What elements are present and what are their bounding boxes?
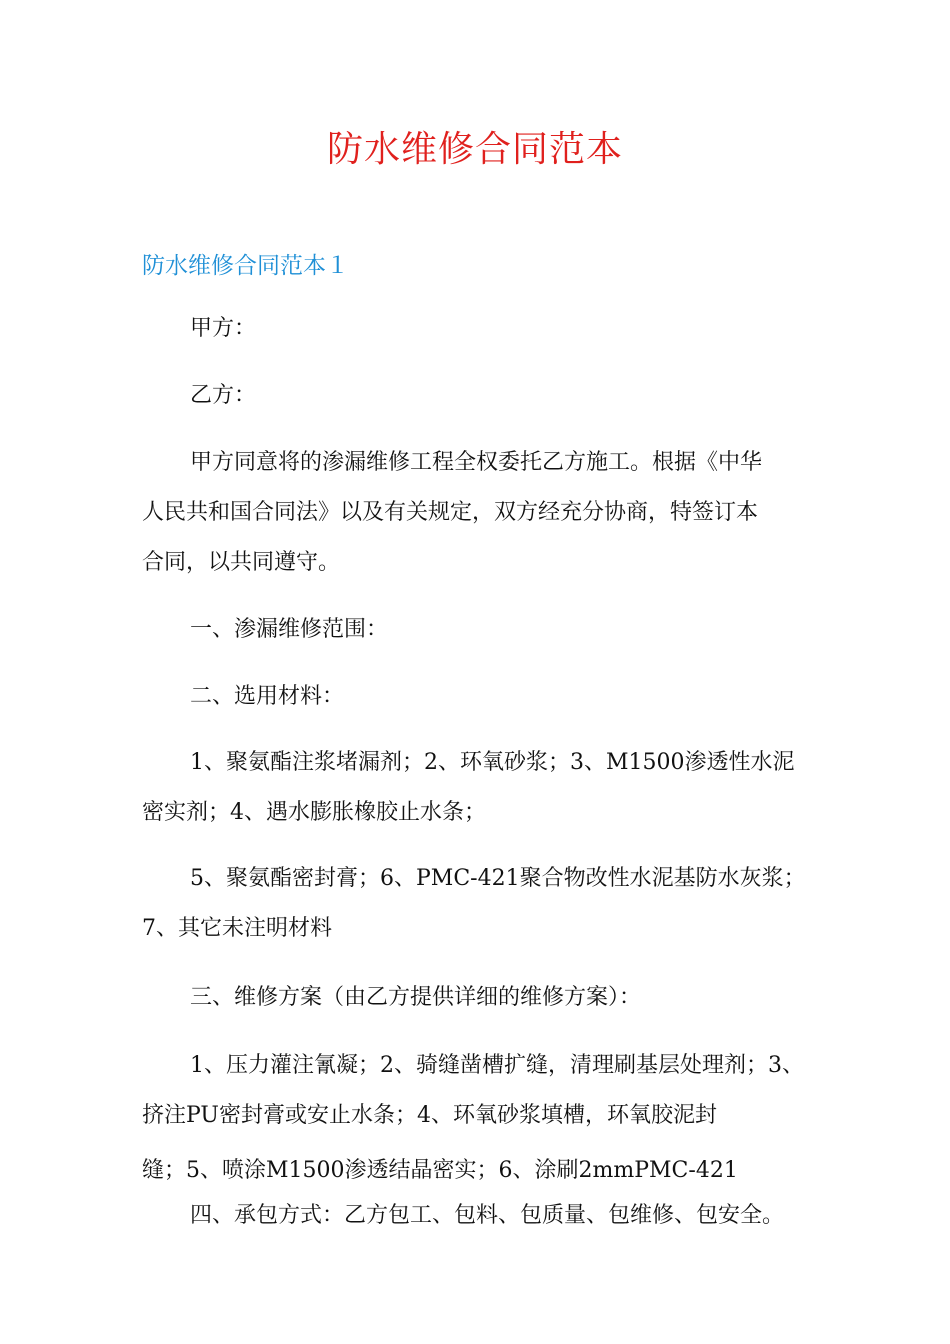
plan-line-1: 1、压力灌注氰凝；2、骑缝凿槽扩缝，清理刷基层处理剂；3、 — [190, 1053, 804, 1078]
materials-line-3: 5、聚氨酯密封膏；6、PMC-421聚合物改性水泥基防水灰浆； — [190, 866, 806, 891]
section-heading: 防水维修合同范本１ — [142, 253, 349, 279]
materials-line-2: 密实剂；4、遇水膨胀橡胶止水条； — [142, 800, 486, 825]
plan-line-3: 缝；5、喷涂M1500渗透结晶密实；6、涂刷2mmPMC-421 — [142, 1158, 738, 1183]
clause-2-heading: 二、选用材料： — [190, 684, 345, 709]
clause-3-heading: 三、维修方案（由乙方提供详细的维修方案）： — [190, 985, 642, 1010]
party-a-line: 甲方： — [190, 316, 257, 341]
clause-4-line: 四、承包方式：乙方包工、包料、包质量、包维修、包安全。 — [190, 1203, 785, 1228]
materials-line-4: 7、其它未注明材料 — [142, 916, 332, 941]
document-title: 防水维修合同范本 — [326, 129, 623, 170]
plan-line-2: 挤注PU密封膏或安止水条；4、环氧砂浆填槽，环氧胶泥封 — [142, 1103, 717, 1128]
intro-paragraph-line-3: 合同，以共同遵守。 — [142, 550, 341, 575]
materials-line-1: 1、聚氨酯注浆堵漏剂；2、环氧砂浆；3、M1500渗透性水泥 — [190, 750, 795, 775]
intro-paragraph-line-2: 人民共和国合同法》以及有关规定，双方经充分协商，特签订本 — [142, 500, 759, 525]
party-b-line: 乙方： — [190, 383, 257, 408]
intro-paragraph-line-1: 甲方同意将的渗漏维修工程全权委托乙方施工。根据《中华 — [190, 450, 763, 475]
clause-1-heading: 一、渗漏维修范围： — [190, 617, 389, 642]
